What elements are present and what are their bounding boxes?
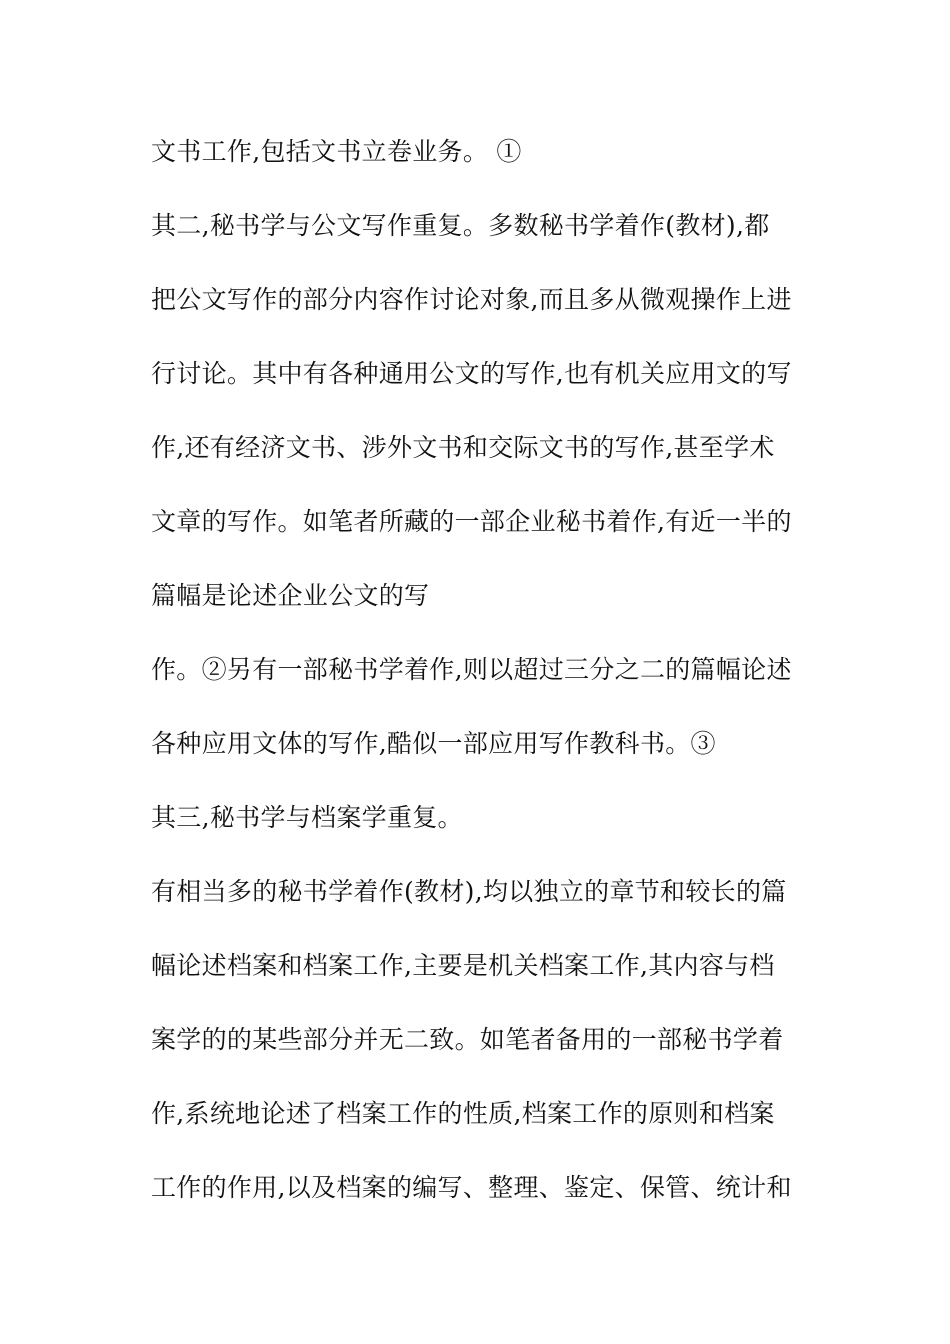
text-line: 文书工作,包括文书立卷业务。 ① [151, 137, 522, 166]
text-line: 工作的作用,以及档案的编写、整理、鉴定、保管、统计和 [151, 1173, 792, 1202]
text-line: 其二,秘书学与公文写作重复。多数秘书学着作(教材),都 [151, 211, 770, 240]
text-line: 作,系统地论述了档案工作的性质,档案工作的原则和档案 [151, 1099, 775, 1128]
text-line: 行讨论。其中有各种通用公文的写作,也有机关应用文的写 [151, 359, 792, 388]
text-line: 把公文写作的部分内容作讨论对象,而且多从微观操作上进 [151, 285, 792, 314]
text-line: 各种应用文体的写作,酷似一部应用写作教科书。③ [151, 729, 716, 758]
text-line: 篇幅是论述企业公文的写 [151, 581, 430, 610]
text-line: 有相当多的秘书学着作(教材),均以独立的章节和较长的篇 [151, 877, 787, 906]
text-line: 作。②另有一部秘书学着作,则以超过三分之二的篇幅论述 [151, 655, 792, 684]
text-line: 幅论述档案和档案工作,主要是机关档案工作,其内容与档 [151, 951, 775, 980]
text-line: 作,还有经济文书、涉外文书和交际文书的写作,甚至学术 [151, 433, 775, 462]
text-line: 其三,秘书学与档案学重复。 [151, 803, 463, 832]
text-line: 案学的的某些部分并无二致。如笔者备用的一部秘书学着 [151, 1025, 784, 1054]
text-line: 文章的写作。如笔者所藏的一部企业秘书着作,有近一半的 [151, 507, 792, 536]
